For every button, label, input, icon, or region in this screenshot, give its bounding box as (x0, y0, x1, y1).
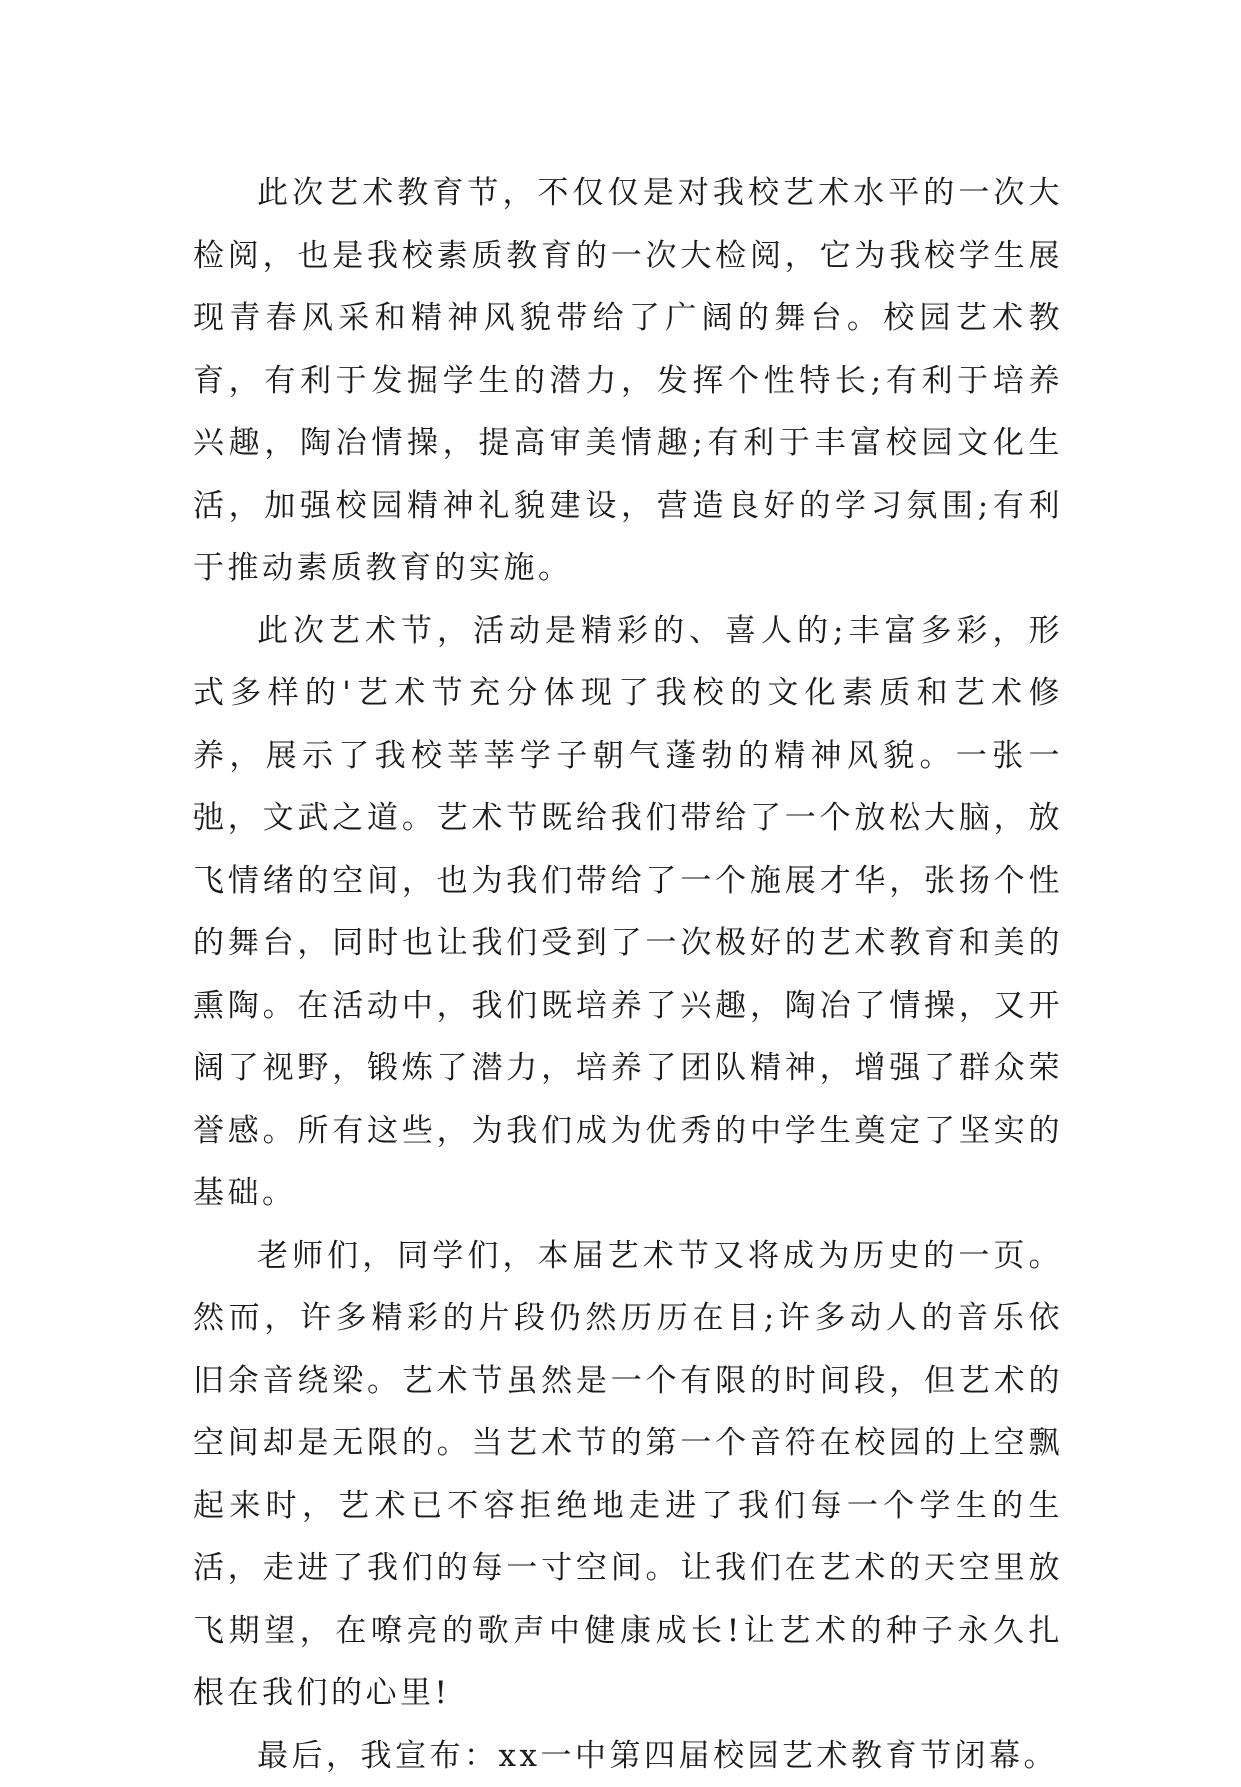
paragraph-2: 此次艺术节，活动是精彩的、喜人的;丰富多彩，形式多样的'艺术节充分体现了我校的文化素质和艺术修养，展示了我校莘莘学子朝气蓬勃的精神风貌。一张一弛，文武之道。艺术节既给我们带给了一个放松大脑，放飞情绪的空间，也为我们带给了一个施展才华，张扬个性的舞台，同时也让我们受到了一次极好的艺术教育和美的熏陶。在活动中，我们既培养了兴趣，陶冶了情操，又开阔了视野，锻炼了潜力，培养了团队精神，增强了群众荣誉感。所有这些，为我们成为优秀的中学生奠定了坚实的基础。 (193, 600, 1063, 1225)
document-body (193, 162, 1063, 1787)
paragraph-1: 此次艺术教育节，不仅仅是对我校艺术水平的一次大检阅，也是我校素质教育的一次大检阅，它为我校学生展现青春风采和精神风貌带给了广阔的舞台。校园艺术教育，有利于发掘学生的潜力，发挥个性特长;有利于培养兴趣，陶冶情操，提高审美情趣;有利于丰富校园文化生活，加强校园精神礼貌建设，营造良好的学习氛围;有利于推动素质教育的实施。 (193, 162, 1063, 600)
paragraph-4: 最后，我宣布：xx一中第四届校园艺术教育节闭幕。 (193, 1725, 1063, 1787)
paragraph-3: 老师们，同学们，本届艺术节又将成为历史的一页。然而，许多精彩的片段仍然历历在目;许多动人的音乐依旧余音绕梁。艺术节虽然是一个有限的时间段，但艺术的空间却是无限的。当艺术节的第一个音符在校园的上空飘起来时，艺术已不容拒绝地走进了我们每一个学生的生活，走进了我们的每一寸空间。让我们在艺术的天空里放飞期望，在嘹亮的歌声中健康成长!让艺术的种子永久扎根在我们的心里! (193, 1225, 1063, 1725)
